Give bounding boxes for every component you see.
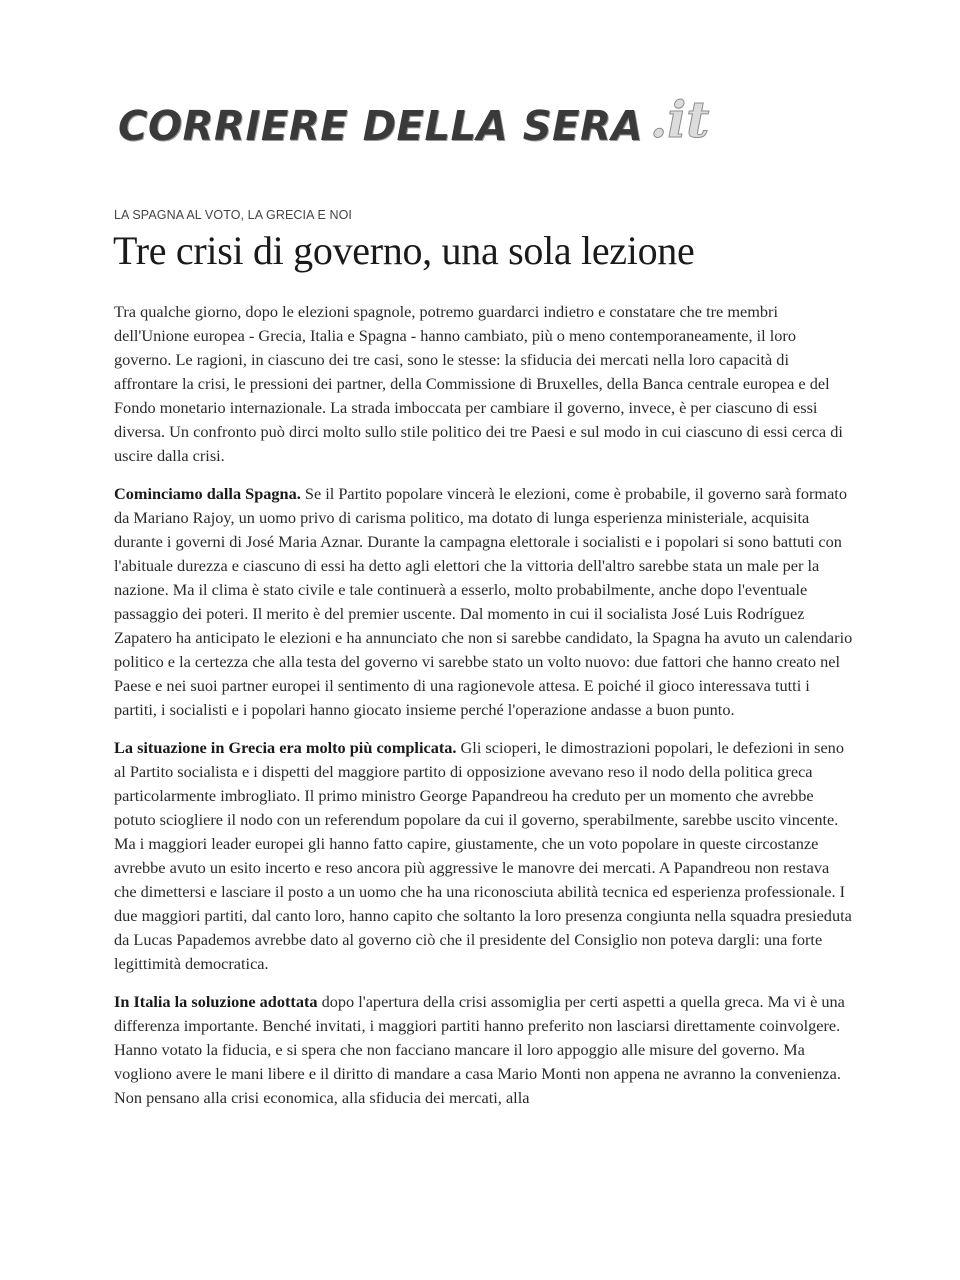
- masthead-logo: [118, 90, 710, 156]
- article-paragraph-3: [114, 736, 854, 976]
- paragraph-text: Se il Partito popolare vincerà le elezioni, come è probabile, il governo sarà formato da Mariano Rajoy, un uomo privo di carisma politico, ma dotato di lunga esperienza ministeriale, acquisita durante i governi di José Maria Aznar. Durante la campagna elettorale i socialisti e i popolari si sono battuti con l'abituale durezza e ciascuno di essi ha detto agli elettori che la vittoria dell'altro sarebbe stata un male per la nazione. Ma il clima è stato civile e tale continuerà a esserlo, molto probabilmente, anche dopo l'eventuale passaggio dei poteri. Il merito è del premier uscente. Dal momento in cui il socialista José Luis Rodríguez Zapatero ha anticipato le elezioni e ha annunciato che non si sarebbe candidato, la Spagna ha avuto un calendario politico e la certezza che alla testa del governo vi sarebbe stato un volto nuovo: due fattori che hanno creato nel Paese e nei suoi partner europei il sentimento di una ragionevole attesa. E poiché il gioco interessava tutti i partiti, i socialisti e i popolari hanno giocato insieme perché l'operazione andasse a buon punto.: [114, 484, 853, 719]
- masthead-name: CORRIERE DELLA SERA: [118, 102, 644, 150]
- article-body: [114, 300, 854, 1124]
- paragraph-text: Gli scioperi, le dimostrazioni popolari, le defezioni in seno al Partito socialista e i dispetti del maggiore partito di opposizione avevano reso il nodo della politica greca particolarmente imbrogliato. Il primo ministro George Papandreou ha creduto per un momento che avrebbe potuto sciogliere il nodo con un referendum popolare da cui il governo, sperabilmente, sarebbe uscito vincente. Ma i maggiori leader europei gli hanno fatto capire, giustamente, che un voto popolare in queste circostanze avrebbe avuto un esito incerto e reso ancora più aggressive le manovre dei mercati. A Papandreou non restava che dimettersi e lasciare il posto a un uomo che ha una riconosciuta abilità tecnica ed esperienza professionale. I due maggiori partiti, dal canto loro, hanno capito che soltanto la loro presenza congiunta nella squadra presieduta da Lucas Papademos avrebbe dato al governo ciò che il presidente del Consiglio non poteva dargli: una forte legittimità democratica.: [114, 738, 852, 973]
- paragraph-text: Tra qualche giorno, dopo le elezioni spagnole, potremo guardarci indietro e constatare che tre membri dell'Unione europea - Grecia, Italia e Spagna - hanno cambiato, più o meno contemporaneamente, il loro governo. Le ragioni, in ciascuno dei tre casi, sono le stesse: la sfiducia dei mercati nella loro capacità di affrontare la crisi, le pressioni dei partner, della Commissione di Bruxelles, della Banca centrale europea e del Fondo monetario internazionale. La strada imboccata per cambiare il governo, invece, è per ciascuno di essi diversa. Un confronto può dirci molto sullo stile politico dei tre Paesi e sul modo in cui ciascuno di essi cerca di uscire dalla crisi.: [114, 302, 843, 465]
- paragraph-lead: Cominciamo dalla Spagna.: [114, 484, 301, 503]
- article-paragraph-4: [114, 990, 854, 1110]
- article-paragraph-1: [114, 300, 854, 468]
- article-paragraph-2: [114, 482, 854, 722]
- paragraph-lead: In Italia la soluzione adottata: [114, 992, 318, 1011]
- article-title: Tre crisi di governo, una sola lezione: [113, 228, 695, 273]
- masthead-suffix: .it: [649, 90, 710, 149]
- article-kicker: LA SPAGNA AL VOTO, LA GRECIA E NOI: [114, 208, 352, 222]
- paragraph-text: dopo l'apertura della crisi assomiglia per certi aspetti a quella greca. Ma vi è una differenza importante. Benché invitati, i maggiori partiti hanno preferito non lasciarsi direttamente coinvolgere. Hanno votato la fiducia, e si spera che non facciano mancare il loro appoggio alle misure del governo. Ma vogliono avere le mani libere e il diritto di mandare a casa Mario Monti non appena ne avranno la convenienza. Non pensano alla crisi economica, alla sfiducia dei mercati, alla: [114, 992, 845, 1107]
- paragraph-lead: La situazione in Grecia era molto più complicata.: [114, 738, 457, 757]
